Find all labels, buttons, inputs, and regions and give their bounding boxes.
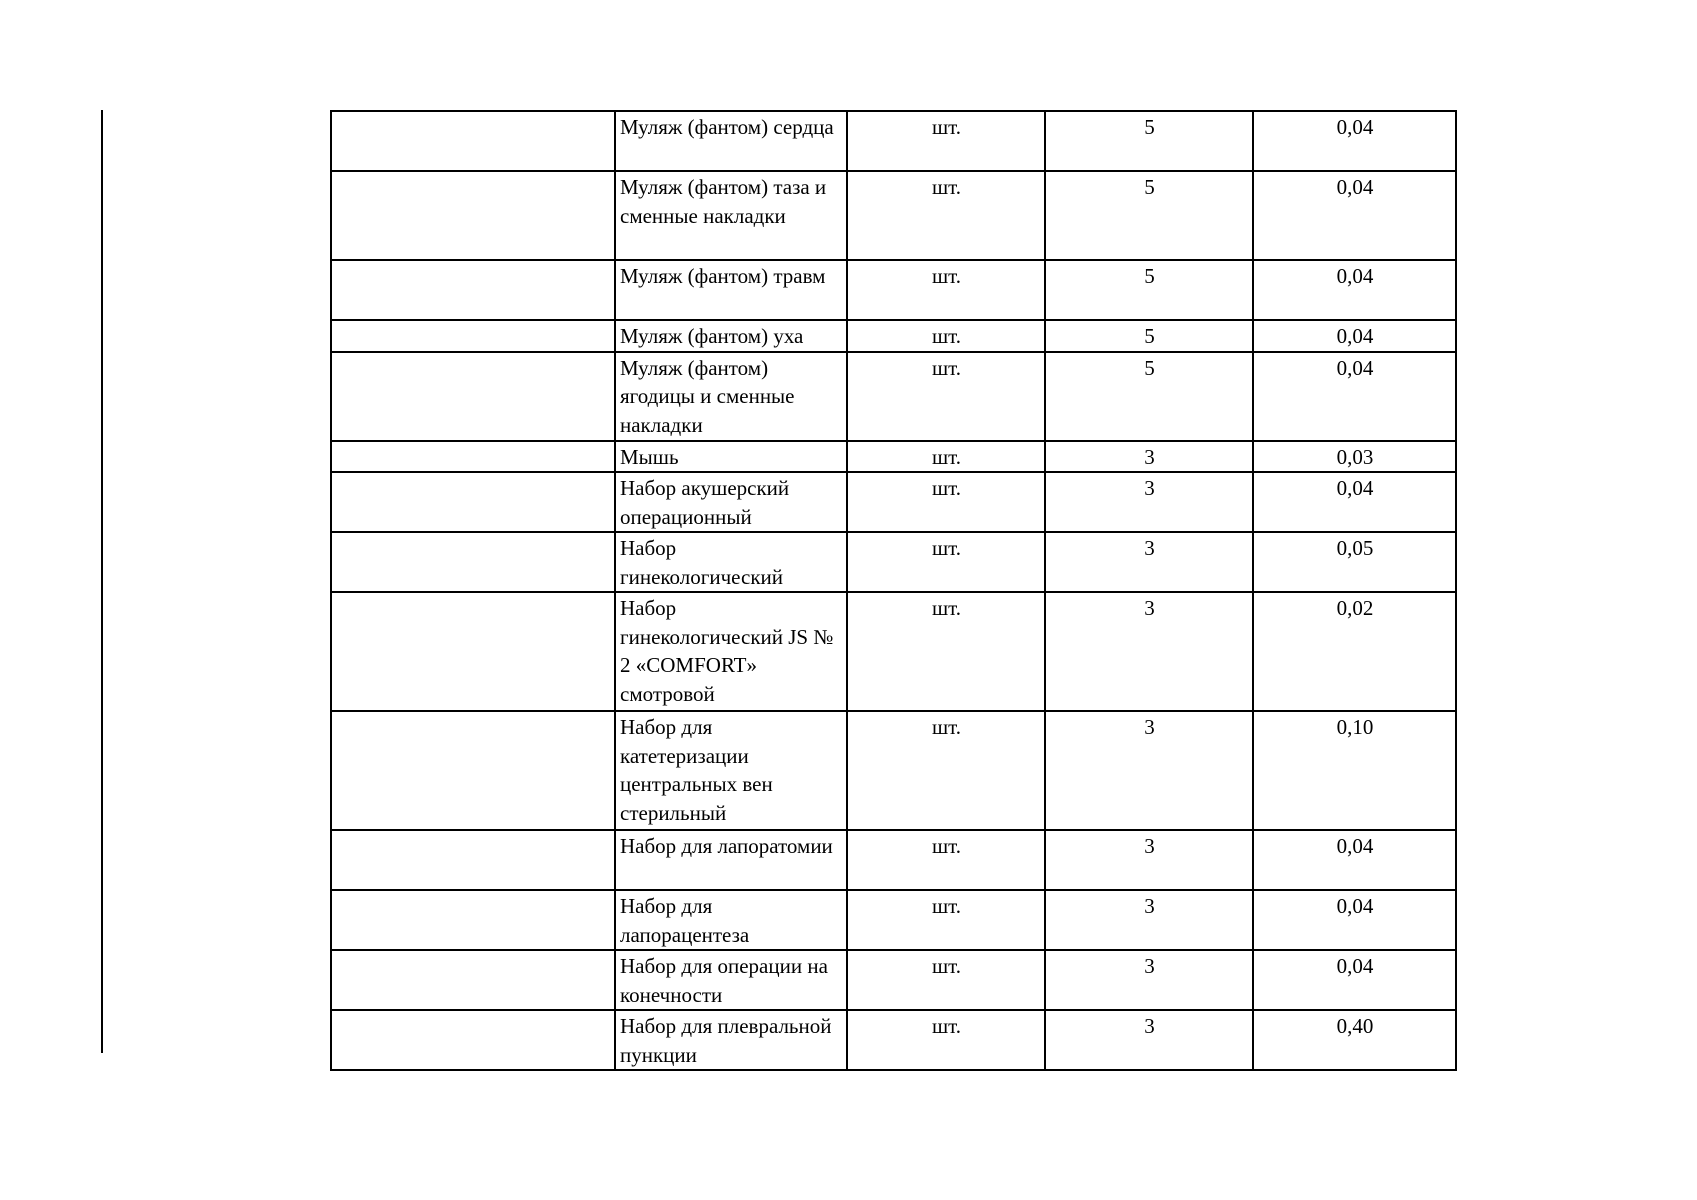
- unit-cell: шт.: [847, 171, 1045, 260]
- unit-cell: шт.: [847, 441, 1045, 473]
- quantity-cell: 3: [1045, 592, 1253, 711]
- quantity-cell: 3: [1045, 830, 1253, 890]
- quantity-cell: 3: [1045, 532, 1253, 592]
- empty-cell: [331, 260, 615, 320]
- quantity-cell: 5: [1045, 320, 1253, 352]
- unit-cell: шт.: [847, 320, 1045, 352]
- value-cell: 0,02: [1253, 592, 1456, 711]
- empty-cell: [331, 1010, 615, 1070]
- item-name-cell: Муляж (фантом) ягодицы и сменные накладки: [615, 352, 847, 441]
- item-name-cell: Набор для катетеризации центральных вен стерильный: [615, 711, 847, 830]
- empty-cell: [331, 950, 615, 1010]
- value-cell: 0,04: [1253, 111, 1456, 171]
- item-name-cell: Набор для лапоратомии: [615, 830, 847, 890]
- item-name-cell: Муляж (фантом) травм: [615, 260, 847, 320]
- equipment-table: [330, 110, 1457, 1071]
- value-cell: 0,04: [1253, 830, 1456, 890]
- quantity-cell: 3: [1045, 472, 1253, 532]
- empty-cell: [331, 592, 615, 711]
- unit-cell: шт.: [847, 260, 1045, 320]
- item-name-cell: Набор для операции на конечности: [615, 950, 847, 1010]
- value-cell: 0,04: [1253, 260, 1456, 320]
- unit-cell: шт.: [847, 592, 1045, 711]
- value-cell: 0,04: [1253, 352, 1456, 441]
- empty-cell: [331, 830, 615, 890]
- unit-cell: шт.: [847, 1010, 1045, 1070]
- quantity-cell: 3: [1045, 950, 1253, 1010]
- item-name-cell: Мышь: [615, 441, 847, 473]
- table-row: [331, 830, 1456, 890]
- quantity-cell: 3: [1045, 711, 1253, 830]
- empty-cell: [331, 711, 615, 830]
- empty-cell: [331, 890, 615, 950]
- table-row: [331, 441, 1456, 473]
- value-cell: 0,05: [1253, 532, 1456, 592]
- item-name-cell: Муляж (фантом) сердца: [615, 111, 847, 171]
- quantity-cell: 3: [1045, 890, 1253, 950]
- unit-cell: шт.: [847, 352, 1045, 441]
- unit-cell: шт.: [847, 711, 1045, 830]
- quantity-cell: 5: [1045, 352, 1253, 441]
- quantity-cell: 3: [1045, 1010, 1253, 1070]
- empty-cell: [331, 171, 615, 260]
- table-row: [331, 532, 1456, 592]
- value-cell: 0,03: [1253, 441, 1456, 473]
- item-name-cell: Муляж (фантом) уха: [615, 320, 847, 352]
- unit-cell: шт.: [847, 532, 1045, 592]
- value-cell: 0,04: [1253, 890, 1456, 950]
- unit-cell: шт.: [847, 950, 1045, 1010]
- empty-cell: [331, 111, 615, 171]
- table-row: [331, 472, 1456, 532]
- value-cell: 0,04: [1253, 472, 1456, 532]
- item-name-cell: Набор гинекологический JS № 2 «COMFORT» смотровой: [615, 592, 847, 711]
- item-name-cell: Набор гинекологический: [615, 532, 847, 592]
- table-row: [331, 260, 1456, 320]
- empty-cell: [331, 532, 615, 592]
- table-row: [331, 711, 1456, 830]
- unit-cell: шт.: [847, 111, 1045, 171]
- unit-cell: шт.: [847, 830, 1045, 890]
- unit-cell: шт.: [847, 890, 1045, 950]
- value-cell: 0,40: [1253, 1010, 1456, 1070]
- table-row: [331, 950, 1456, 1010]
- quantity-cell: 5: [1045, 171, 1253, 260]
- value-cell: 0,04: [1253, 171, 1456, 260]
- unit-cell: шт.: [847, 472, 1045, 532]
- item-name-cell: Муляж (фантом) таза и сменные накладки: [615, 171, 847, 260]
- quantity-cell: 5: [1045, 260, 1253, 320]
- quantity-cell: 5: [1045, 111, 1253, 171]
- empty-cell: [331, 320, 615, 352]
- table-row: [331, 592, 1456, 711]
- value-cell: 0,04: [1253, 950, 1456, 1010]
- table-row: [331, 111, 1456, 171]
- quantity-cell: 3: [1045, 441, 1253, 473]
- table-row: [331, 1010, 1456, 1070]
- item-name-cell: Набор акушерский операционный: [615, 472, 847, 532]
- value-cell: 0,10: [1253, 711, 1456, 830]
- table-row: [331, 890, 1456, 950]
- table-row: [331, 320, 1456, 352]
- table-row: [331, 171, 1456, 260]
- page-margin-line: [101, 110, 103, 1053]
- item-name-cell: Набор для лапорацентеза: [615, 890, 847, 950]
- item-name-cell: Набор для плевральной пункции: [615, 1010, 847, 1070]
- value-cell: 0,04: [1253, 320, 1456, 352]
- empty-cell: [331, 441, 615, 473]
- table-row: [331, 352, 1456, 441]
- empty-cell: [331, 352, 615, 441]
- empty-cell: [331, 472, 615, 532]
